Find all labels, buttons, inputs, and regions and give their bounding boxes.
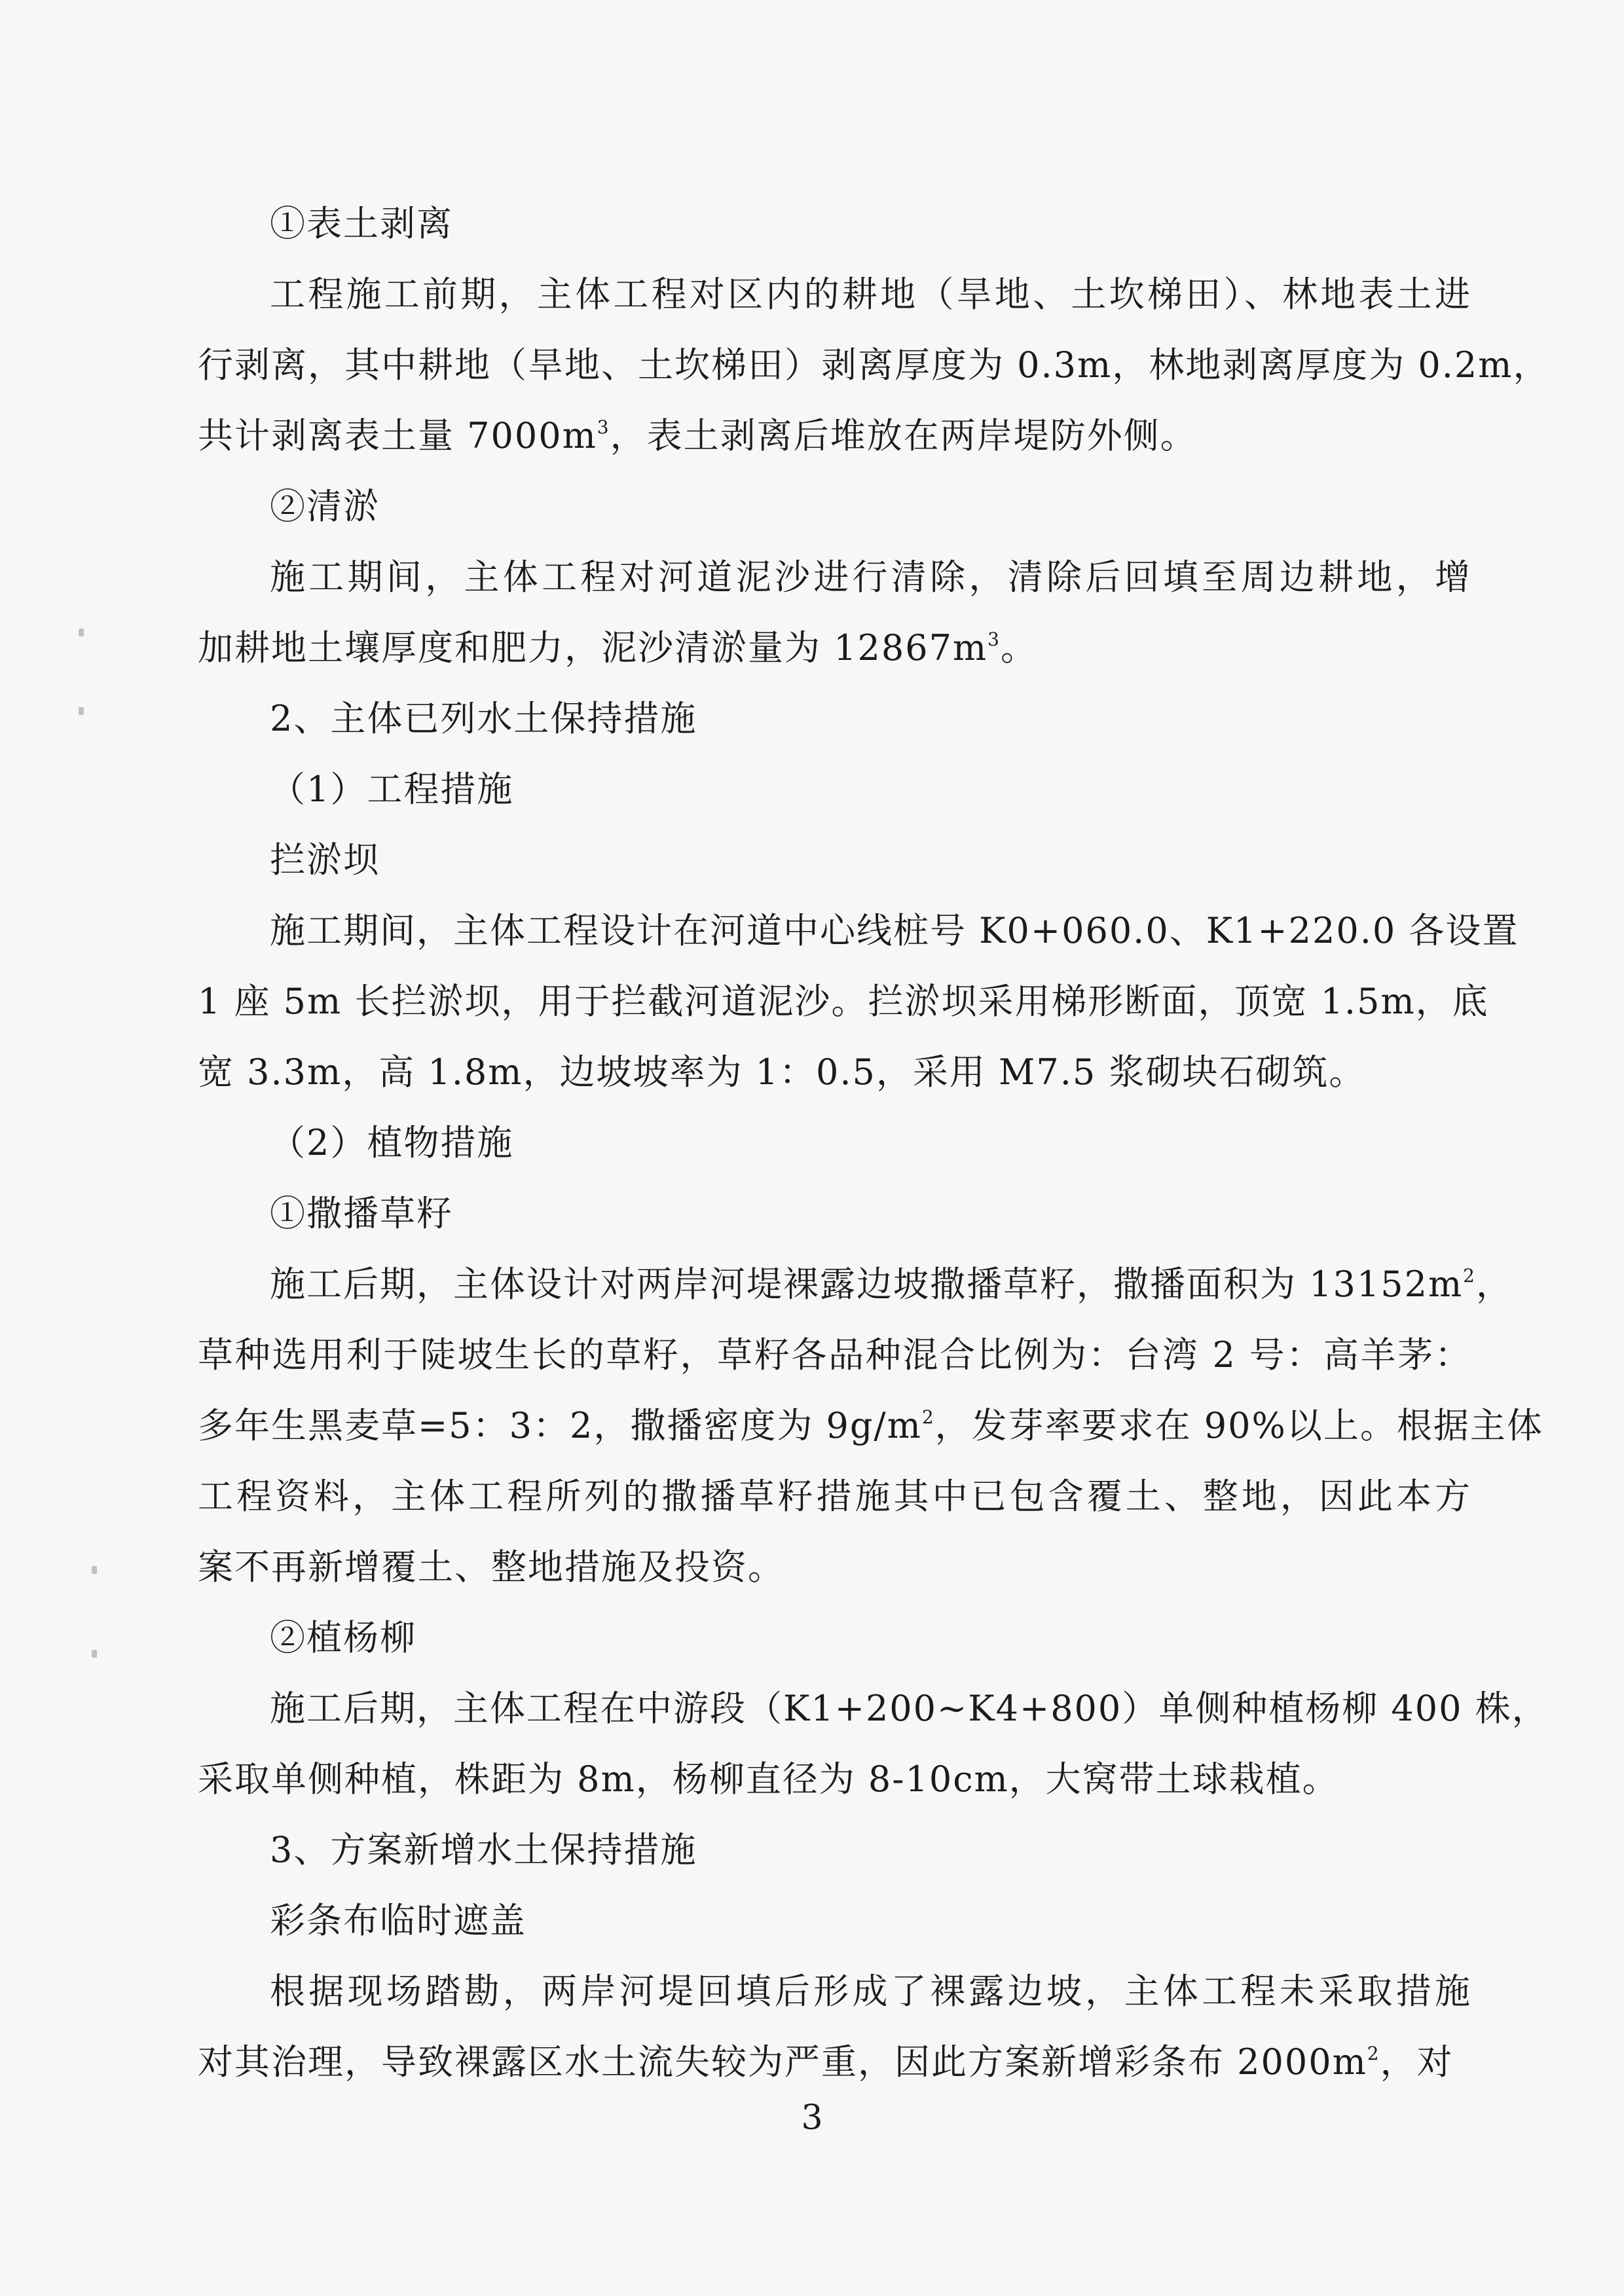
superscript: 2 (1367, 2043, 1380, 2064)
subsection-heading: （1）工程措施 (270, 769, 514, 810)
paragraph-line (198, 401, 1471, 471)
text-run: 加耕地土壤厚度和肥力，泥沙清淤量为 12867m (198, 627, 988, 668)
subsection-heading: （2）植物措施 (270, 1122, 514, 1163)
text-run: 。 (1000, 627, 1037, 668)
superscript: 2 (1463, 1265, 1476, 1286)
paragraph-line: 采取单侧种植，株距为 8m，杨柳直径为 8-10cm，大窝带土球栽植。 (198, 1758, 1339, 1800)
paragraph-line (198, 613, 1471, 683)
paragraph-line: 案不再新增覆土、整地措施及投资。 (198, 1546, 784, 1588)
text-run: 多年生黑麦草=5：3：2，撒播密度为 9g/m (198, 1405, 922, 1446)
text-run: ， (1475, 1264, 1513, 1305)
text-run: ，发芽率要求在 90%以上。根据主体 (934, 1405, 1543, 1446)
text-run: 施工后期，主体设计对两岸河堤裸露边坡撒播草籽，撒播面积为 13152m (270, 1264, 1464, 1305)
page-number: 3 (801, 2098, 823, 2138)
paragraph-line (198, 2027, 1471, 2098)
section-heading: 2、主体已列水土保持措施 (270, 698, 697, 739)
item-heading: 拦淤坝 (270, 839, 380, 881)
scan-speck (79, 629, 84, 636)
paragraph-line: 工程资料，主体工程所列的撒播草籽措施其中已包含覆土、整地，因此本方 (198, 1476, 1471, 1517)
paragraph-line (270, 1249, 1543, 1320)
scan-speck (79, 707, 84, 715)
paragraph-line: 草种选用利于陡坡生长的草籽，草籽各品种混合比例为：台湾 2 号：高羊茅： (198, 1334, 1471, 1376)
scan-speck (92, 1650, 97, 1658)
scan-speck (92, 1566, 97, 1574)
superscript: 3 (597, 416, 610, 438)
superscript: 2 (921, 1406, 935, 1428)
item-heading: 彩条布临时遮盖 (270, 1900, 526, 1941)
paragraph-line: 宽 3.3m，高 1.8m，边坡坡率为 1：0.5，采用 M7.5 浆砌块石砌筑。 (198, 1051, 1366, 1093)
paragraph-line: 工程施工前期，主体工程对区内的耕地（旱地、土坎梯田）、林地表土进 (270, 274, 1471, 315)
paragraph-line: 根据现场踏勘，两岸河堤回填后形成了裸露边坡，主体工程未采取措施 (270, 1971, 1471, 2012)
paragraph-line: 1 座 5m 长拦淤坝，用于拦截河道泥沙。拦淤坝采用梯形断面，顶宽 1.5m，底 (198, 981, 1489, 1022)
superscript: 3 (987, 629, 1001, 650)
paragraph-line: 行剥离，其中耕地（旱地、土坎梯田）剥离厚度为 0.3m，林地剥离厚度为 0.2m， (198, 344, 1550, 386)
paragraph-line: 施工后期，主体工程在中游段（K1+200~K4+800）单侧种植杨柳 400 株， (270, 1688, 1549, 1729)
text-run: 共计剥离表土量 7000m (198, 415, 597, 456)
text-run: ，表土剥离后堆放在两岸堤防外侧。 (610, 415, 1197, 456)
text-run: 对其治理，导致裸露区水土流失较为严重，因此方案新增彩条布 2000m (198, 2041, 1367, 2083)
item-heading: ②植杨柳 (270, 1617, 416, 1658)
heading-dredging: ②清淤 (270, 486, 380, 527)
item-heading: ①撒播草籽 (270, 1193, 453, 1234)
paragraph-line: 施工期间，主体工程设计在河道中心线桩号 K0+060.0、K1+220.0 各设置 (270, 910, 1519, 951)
text-run: ，对 (1380, 2041, 1454, 2083)
heading-topsoil-stripping: ①表土剥离 (270, 203, 453, 244)
paragraph-line: 施工期间，主体工程对河道泥沙进行清除，清除后回填至周边耕地，增 (270, 556, 1471, 598)
paragraph-line (198, 1391, 1543, 1461)
section-heading: 3、方案新增水土保持措施 (270, 1829, 697, 1870)
